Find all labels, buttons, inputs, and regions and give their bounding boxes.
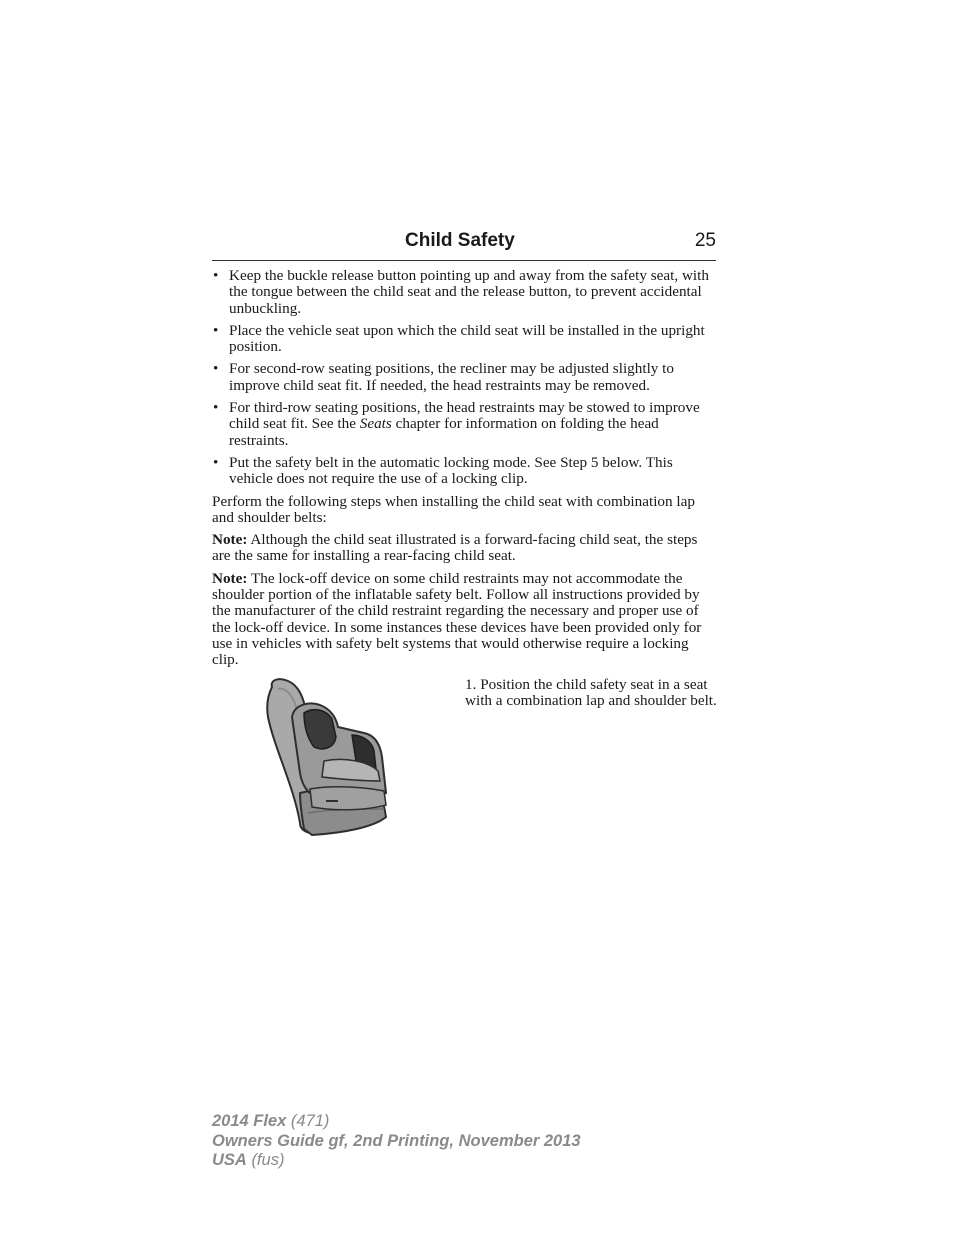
- step-illustration-row: [212, 677, 716, 847]
- note-paragraph: Note: Although the child seat illustrated is a forward-facing child seat, the steps are the same for installing a rear-facing child seat.: [212, 531, 698, 565]
- note-paragraph: Note: The lock-off device on some child restraints may not accommodate the shoulder portion of the inflatable safety belt. Follow all instructions provided by the manufacturer of the child restraint regarding the necessary and proper use of the lock-off device. In some instances these devices have been provided only for use in vehicles with safety belt systems that would otherwise require a locking clip.: [212, 569, 702, 669]
- page-number: 25: [694, 230, 716, 251]
- list-item: • Put the safety belt in the automatic locking mode. See Step 5 below. This vehicle does not require the use of a locking clip.: [212, 455, 716, 488]
- intro-paragraph: Perform the following steps when installing the child seat with combination lap and shoulder belts:: [212, 492, 695, 526]
- note-label: Note:: [212, 569, 248, 587]
- list-item: • Place the vehicle seat upon which the child seat will be installed in the upright position.: [212, 323, 716, 356]
- footer-model-line: 2014 Flex (471): [212, 1112, 330, 1130]
- step-1-instruction: 1. Position the child safety seat in a seat with a combination lap and shoulder belt.: [465, 675, 717, 709]
- seats-chapter-reference: Seats: [359, 415, 392, 433]
- list-item: • For second-row seating positions, the recliner may be adjusted slightly to improve child seat fit. If needed, the head restraints may be removed.: [212, 361, 716, 394]
- page-header: [212, 230, 716, 261]
- list-item: • Keep the buckle release button pointing up and away from the safety seat, with the tongue between the child seat and the release button, to prevent accidental unbuckling.: [212, 268, 716, 317]
- page-content: [212, 268, 716, 847]
- section-title: Child Safety: [405, 230, 515, 251]
- footer-region-line: USA (fus): [212, 1151, 285, 1169]
- page-footer: [212, 1112, 581, 1171]
- note-label: Note:: [212, 531, 248, 549]
- child-seat-illustration: [264, 677, 394, 837]
- footer-guide-line: Owners Guide gf, 2nd Printing, November 2013: [212, 1131, 581, 1150]
- bullet-list: [212, 268, 716, 488]
- list-item: • For third-row seating positions, the head restraints may be stowed to improve child seat fit. See the Seats chapter for information on folding the head restraints.: [212, 400, 716, 449]
